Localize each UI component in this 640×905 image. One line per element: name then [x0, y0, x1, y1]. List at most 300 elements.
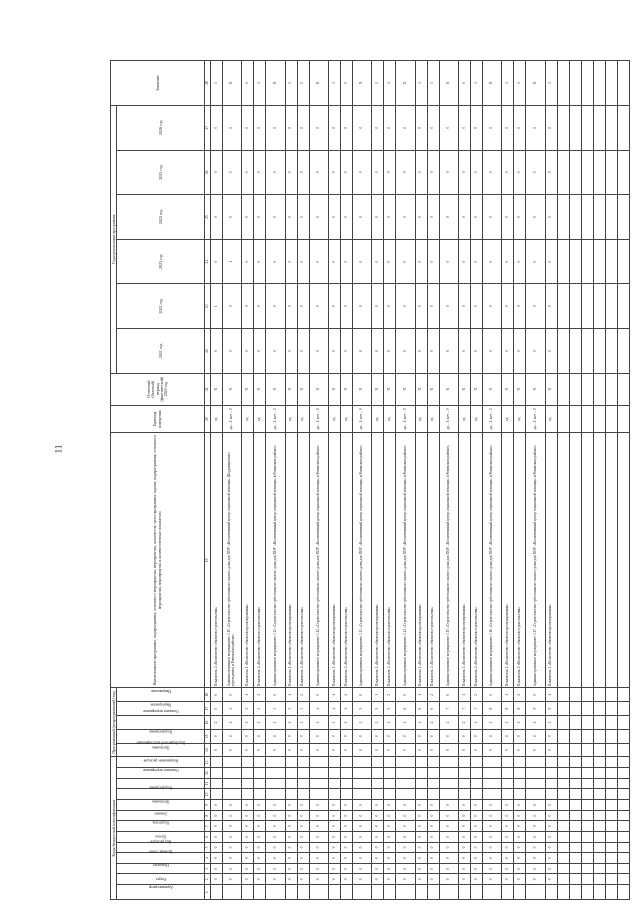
code-cell — [340, 789, 352, 800]
table-row — [482, 61, 501, 900]
empty-cell — [593, 729, 605, 743]
code-cell — [514, 768, 526, 779]
row-year-value: 0 — [439, 150, 458, 195]
empty-cell — [557, 810, 569, 821]
code-col-header-label: Программа — [152, 799, 170, 804]
code-cell: 0 — [514, 863, 526, 874]
row-year-value: 0 — [254, 195, 266, 240]
row-base: X — [328, 373, 340, 405]
code-cell: 0 — [285, 842, 297, 853]
empty-cell — [581, 789, 593, 800]
empty-cell — [605, 874, 617, 885]
program-cell: 0 — [427, 743, 439, 757]
empty-cell — [593, 757, 605, 768]
program-cell: 2 — [254, 716, 266, 730]
empty-cell — [617, 743, 629, 757]
code-cell: 0 — [372, 853, 384, 864]
code-cell: 0 — [340, 853, 352, 864]
code-cell: 0 — [297, 853, 309, 864]
program-cell: 1 — [372, 688, 384, 702]
program-cell: 0 — [242, 743, 254, 757]
row-base: X — [545, 373, 557, 405]
empty-cell — [569, 284, 581, 329]
row-unit: да – 1/ нет – 0 — [439, 405, 458, 433]
code-cell: 0 — [514, 810, 526, 821]
name-header: Наименование программы, подпрограммы, основного мероприятия, мероприятия, показателя, цели программы, задачи, подпрограммы, основного мероприятия, мероприятия и количественные показатели — [111, 433, 205, 688]
code-cell — [470, 778, 482, 789]
code-cell: 0 — [415, 842, 427, 853]
row-final: 1 — [372, 61, 384, 106]
empty-cell — [569, 757, 581, 768]
row-year-value: 0 — [309, 195, 328, 240]
program-cell: 0 — [297, 729, 309, 743]
row-year-value: 0 — [328, 239, 340, 284]
row-year-value: 0 — [210, 195, 222, 240]
row-year-value: 0 — [242, 284, 254, 329]
empty-cell — [581, 842, 593, 853]
code-col-header-label: Вид расходов — [150, 839, 172, 844]
program-cell: 2 — [526, 716, 545, 730]
code-cell — [384, 885, 396, 900]
code-cell: 0 — [502, 800, 514, 811]
code-cell: 0 — [210, 853, 222, 864]
row-year-value: 0 — [526, 105, 545, 150]
row-year-value: 0 — [502, 284, 514, 329]
program-cell: 1 — [458, 688, 470, 702]
empty-cell — [593, 800, 605, 811]
row-year-value: 0 — [372, 105, 384, 150]
row-year-value: 0 — [328, 284, 340, 329]
row-year-value: 0 — [427, 150, 439, 195]
program-cell: 5 — [372, 702, 384, 716]
code-cell — [396, 778, 415, 789]
program-col-header-label: Программа — [152, 745, 170, 750]
empty-cell — [605, 284, 617, 329]
row-unit: ед. — [340, 405, 352, 433]
empty-cell — [605, 105, 617, 150]
row-year-value: 0 — [352, 284, 371, 329]
code-cell — [396, 768, 415, 779]
row-year-value: 0 — [352, 329, 371, 374]
empty-cell — [617, 800, 629, 811]
empty-cell — [569, 810, 581, 821]
empty-cell — [581, 743, 593, 757]
row-year-value: 0 — [266, 150, 285, 195]
row-year-value: 0 — [482, 105, 501, 150]
row-year-value: 0 — [254, 284, 266, 329]
program-cell: 0 — [372, 729, 384, 743]
empty-cell — [581, 61, 593, 106]
year-header: 2026 год — [117, 105, 205, 150]
empty-cell — [581, 405, 593, 433]
row-year-value: 0 — [482, 329, 501, 374]
code-cell: 0 — [242, 821, 254, 832]
program-cell: 1 — [328, 688, 340, 702]
year-header: 2025 год — [117, 150, 205, 195]
row-year-value: 0 — [254, 329, 266, 374]
row-final: X — [309, 61, 328, 106]
row-year-value: 0 — [439, 195, 458, 240]
code-cell: 0 — [328, 874, 340, 885]
column-number: 16 — [205, 716, 211, 730]
program-cell: 0 — [526, 743, 545, 757]
code-cell: 0 — [242, 853, 254, 864]
empty-cell — [581, 832, 593, 843]
row-base: X — [470, 373, 482, 405]
program-col-header — [117, 688, 205, 702]
code-cell — [502, 885, 514, 900]
empty-cell — [581, 195, 593, 240]
code-cell — [427, 778, 439, 789]
row-year-value: 0 — [372, 195, 384, 240]
code-col-header-label: Подгруппа — [152, 820, 170, 825]
empty-cell — [569, 863, 581, 874]
row-year-value: 0 — [328, 329, 340, 374]
code-cell: 0 — [340, 874, 352, 885]
empty-cell — [581, 284, 593, 329]
program-cell: 0 — [210, 688, 222, 702]
table-row — [309, 61, 328, 900]
code-cell — [458, 778, 470, 789]
codes-group-header: Коды бюджетной классификации — [111, 757, 117, 900]
code-cell: 0 — [470, 874, 482, 885]
program-cell: 0 — [254, 743, 266, 757]
code-cell — [470, 789, 482, 800]
row-year-value: 0 — [242, 105, 254, 150]
program-cell: 0 — [427, 729, 439, 743]
table-row — [242, 61, 254, 900]
code-cell — [328, 757, 340, 768]
empty-cell — [557, 195, 569, 240]
empty-cell — [557, 433, 569, 688]
program-cell: 1 — [415, 688, 427, 702]
program-col-header-label: Мероприятие — [150, 702, 172, 707]
row-year-value: 0 — [439, 329, 458, 374]
row-year-value: 0 — [222, 329, 241, 374]
code-cell: 0 — [254, 874, 266, 885]
code-cell — [254, 885, 266, 900]
code-cell: 0 — [396, 874, 415, 885]
empty-cell — [569, 800, 581, 811]
code-cell: 0 — [352, 874, 371, 885]
code-cell — [297, 885, 309, 900]
row-unit: да – 1/ нет – 0 — [309, 405, 328, 433]
row-unit: да – 1/ нет – 0 — [396, 405, 415, 433]
row-year-value: 0 — [458, 239, 470, 284]
row-base: X — [384, 373, 396, 405]
row-year-value: 0 — [545, 195, 557, 240]
code-cell: 0 — [502, 821, 514, 832]
code-cell — [439, 789, 458, 800]
code-cell: 0 — [458, 810, 470, 821]
program-cell: 0 — [439, 743, 458, 757]
row-name: Административное мероприятие 3.12 «Строительство трёхэтажного жилого дома для ПОУ «Коллективный центр социальной помощи» в Ровенском районе» — [309, 433, 328, 688]
code-cell: 0 — [384, 853, 396, 864]
row-final: 0 — [242, 61, 254, 106]
row-year-value: 0 — [297, 195, 309, 240]
code-cell: 0 — [482, 810, 501, 821]
code-cell: 0 — [415, 832, 427, 843]
code-cell — [427, 757, 439, 768]
code-cell: 0 — [254, 853, 266, 864]
row-year-value: 0 — [526, 284, 545, 329]
code-cell — [384, 789, 396, 800]
rotated-table-wrapper — [110, 60, 630, 900]
code-cell: 0 — [254, 821, 266, 832]
empty-cell — [557, 821, 569, 832]
row-year-value: 0 — [328, 195, 340, 240]
row-base: X — [266, 373, 285, 405]
program-cell: 0 — [396, 743, 415, 757]
empty-cell — [569, 150, 581, 195]
row-base: X — [372, 373, 384, 405]
code-cell — [254, 789, 266, 800]
code-cell: 0 — [502, 874, 514, 885]
row-year-value: 0 — [352, 150, 371, 195]
program-cell: 0 — [458, 743, 470, 757]
empty-cell — [593, 688, 605, 702]
empty-cell — [557, 874, 569, 885]
code-cell — [415, 789, 427, 800]
row-year-value: 0 — [254, 105, 266, 150]
row-year-value: 0 — [285, 195, 297, 240]
empty-cell — [593, 716, 605, 730]
code-cell: 0 — [526, 853, 545, 864]
empty-cell — [569, 373, 581, 405]
empty-cell — [593, 885, 605, 900]
code-cell — [328, 885, 340, 900]
code-cell — [340, 778, 352, 789]
code-cell: 0 — [502, 863, 514, 874]
code-cell: 0 — [458, 800, 470, 811]
code-cell — [328, 789, 340, 800]
code-cell: 0 — [545, 874, 557, 885]
code-cell: 0 — [242, 800, 254, 811]
years-group-header: Годы реализации программы — [111, 105, 117, 373]
table-row — [415, 61, 427, 900]
code-cell — [285, 757, 297, 768]
program-cell: 0 — [415, 729, 427, 743]
code-cell — [222, 885, 241, 900]
program-cell: 2 — [396, 716, 415, 730]
code-cell — [340, 885, 352, 900]
row-year-value: 0 — [372, 239, 384, 284]
program-cell: 8 — [482, 702, 501, 716]
code-cell: 0 — [285, 874, 297, 885]
code-cell: 0 — [482, 874, 501, 885]
code-cell — [526, 778, 545, 789]
program-col-header-label: Основное мероприятие — [143, 708, 180, 713]
program-cell: 0 — [222, 729, 241, 743]
code-cell — [309, 757, 328, 768]
empty-cell — [617, 778, 629, 789]
program-cell: 1 — [242, 688, 254, 702]
code-cell: 0 — [340, 832, 352, 843]
program-cell: 0 — [222, 688, 241, 702]
row-unit: да – 1/ нет – 0 — [266, 405, 285, 433]
empty-cell — [569, 433, 581, 688]
code-cell: 0 — [372, 821, 384, 832]
program-cell: 0 — [352, 688, 371, 702]
empty-cell — [617, 373, 629, 405]
row-base: X — [210, 373, 222, 405]
code-cell: 0 — [285, 832, 297, 843]
table-row — [222, 61, 241, 900]
row-year-value: 0 — [266, 195, 285, 240]
column-number: 8 — [205, 810, 211, 821]
program-cell: 7 — [458, 702, 470, 716]
empty-cell — [605, 821, 617, 832]
row-name: Показатель 2 «Количество объектов строительства» — [384, 433, 396, 688]
table-row — [328, 61, 340, 900]
program-cell: 0 — [439, 729, 458, 743]
code-cell: 0 — [415, 874, 427, 885]
program-cell: 0 — [502, 743, 514, 757]
code-cell: 0 — [470, 800, 482, 811]
row-year-value: 0 — [470, 195, 482, 240]
code-cell: 0 — [266, 821, 285, 832]
row-name: Показатель 2 «Количество объектов строительства» — [297, 433, 309, 688]
code-cell: 0 — [470, 832, 482, 843]
code-cell — [427, 768, 439, 779]
row-year-value: 0 — [458, 284, 470, 329]
code-cell — [222, 757, 241, 768]
code-col-header-label: Основное мероприятие — [143, 768, 180, 773]
row-year-value: 0 — [470, 150, 482, 195]
program-cell: 4 — [309, 702, 328, 716]
column-number: 2 — [205, 874, 211, 885]
empty-cell — [581, 373, 593, 405]
code-cell — [340, 768, 352, 779]
column-number: 20 — [205, 405, 211, 433]
row-year-value: 0 — [384, 150, 396, 195]
code-cell: 0 — [482, 821, 501, 832]
code-cell: 0 — [458, 863, 470, 874]
code-cell: 0 — [458, 832, 470, 843]
code-cell: 0 — [482, 832, 501, 843]
empty-cell — [605, 150, 617, 195]
row-year-value: 0 — [297, 329, 309, 374]
code-cell: 0 — [427, 832, 439, 843]
program-cell: 6 — [396, 702, 415, 716]
empty-cell — [617, 702, 629, 716]
empty-cell — [581, 433, 593, 688]
row-final: X — [526, 61, 545, 106]
code-cell — [502, 757, 514, 768]
program-cell: 0 — [266, 743, 285, 757]
column-number: 28 — [205, 61, 211, 106]
empty-cell — [557, 61, 569, 106]
empty-cell — [605, 239, 617, 284]
row-base: X — [254, 373, 266, 405]
code-cell: 0 — [372, 800, 384, 811]
row-name: Показатель 1 «Количество объектов проектирования» — [242, 433, 254, 688]
code-cell — [222, 789, 241, 800]
code-cell — [242, 778, 254, 789]
empty-cell — [617, 105, 629, 150]
empty-cell — [557, 284, 569, 329]
empty-cell — [593, 702, 605, 716]
program-cell: 0 — [415, 743, 427, 757]
code-cell: 0 — [396, 832, 415, 843]
empty-cell — [593, 239, 605, 284]
row-unit: ед. — [372, 405, 384, 433]
row-year-value: 0 — [514, 195, 526, 240]
empty-cell — [581, 768, 593, 779]
row-name: Административное мероприятие 3.17 «Строительство трёхэтажного жилого дома для ПОУ «Коллективный центр социальной помощи» в Ровенском районе» — [526, 433, 545, 688]
code-cell — [372, 757, 384, 768]
code-cell — [396, 757, 415, 768]
base-header: Отчетный (базовый) период (фактический) 2020 год — [111, 373, 205, 405]
code-cell: 0 — [210, 832, 222, 843]
empty-cell — [581, 239, 593, 284]
column-number: 7 — [205, 821, 211, 832]
program-cell: 0 — [352, 729, 371, 743]
program-cell: 1 — [545, 688, 557, 702]
row-year-value: 0 — [427, 329, 439, 374]
row-year-value: 0 — [222, 195, 241, 240]
code-cell — [352, 768, 371, 779]
code-cell — [514, 789, 526, 800]
empty-cell — [617, 853, 629, 864]
empty-cell — [593, 874, 605, 885]
column-number: 21 — [205, 373, 211, 405]
program-cell: 0 — [482, 688, 501, 702]
table-row — [384, 61, 396, 900]
program-cell: 0 — [545, 729, 557, 743]
code-cell: 0 — [254, 832, 266, 843]
code-cell: 0 — [254, 863, 266, 874]
empty-cell — [581, 329, 593, 374]
row-final: 1 — [545, 61, 557, 106]
row-year-value: 0 — [372, 284, 384, 329]
program-cell: 2 — [210, 716, 222, 730]
code-col-header-label: Целевая статья — [149, 849, 173, 854]
row-year-value: 0 — [222, 105, 241, 150]
program-cell: 4 — [328, 702, 340, 716]
code-cell — [482, 789, 501, 800]
program-cell: 8 — [502, 702, 514, 716]
row-unit: да – 1/ нет – 0 — [352, 405, 371, 433]
empty-cell — [557, 757, 569, 768]
row-year-value: 0 — [396, 150, 415, 195]
year-header: 2022 год — [117, 284, 205, 329]
code-cell — [458, 885, 470, 900]
row-year-value: 0 — [309, 329, 328, 374]
empty-cell — [581, 853, 593, 864]
code-cell: 0 — [384, 874, 396, 885]
row-name: Показатель 2 «Количество объектов строительства» — [470, 433, 482, 688]
column-number: 25 — [205, 195, 211, 240]
empty-cell — [569, 885, 581, 900]
row-year-value: 0 — [384, 284, 396, 329]
code-cell: 0 — [309, 821, 328, 832]
code-cell: 0 — [415, 810, 427, 821]
empty-cell — [581, 757, 593, 768]
code-cell: 0 — [242, 863, 254, 874]
row-base: X — [514, 373, 526, 405]
code-col-header-label: Код бюджетной классификации — [136, 740, 186, 745]
program-cell: 2 — [222, 702, 241, 716]
empty-cell — [605, 433, 617, 688]
code-cell: 0 — [309, 863, 328, 874]
program-cell: 0 — [222, 743, 241, 757]
empty-cell — [557, 329, 569, 374]
program-cell: 2 — [545, 716, 557, 730]
row-base: X — [297, 373, 309, 405]
empty-cell — [617, 842, 629, 853]
row-year-value: 0 — [427, 284, 439, 329]
